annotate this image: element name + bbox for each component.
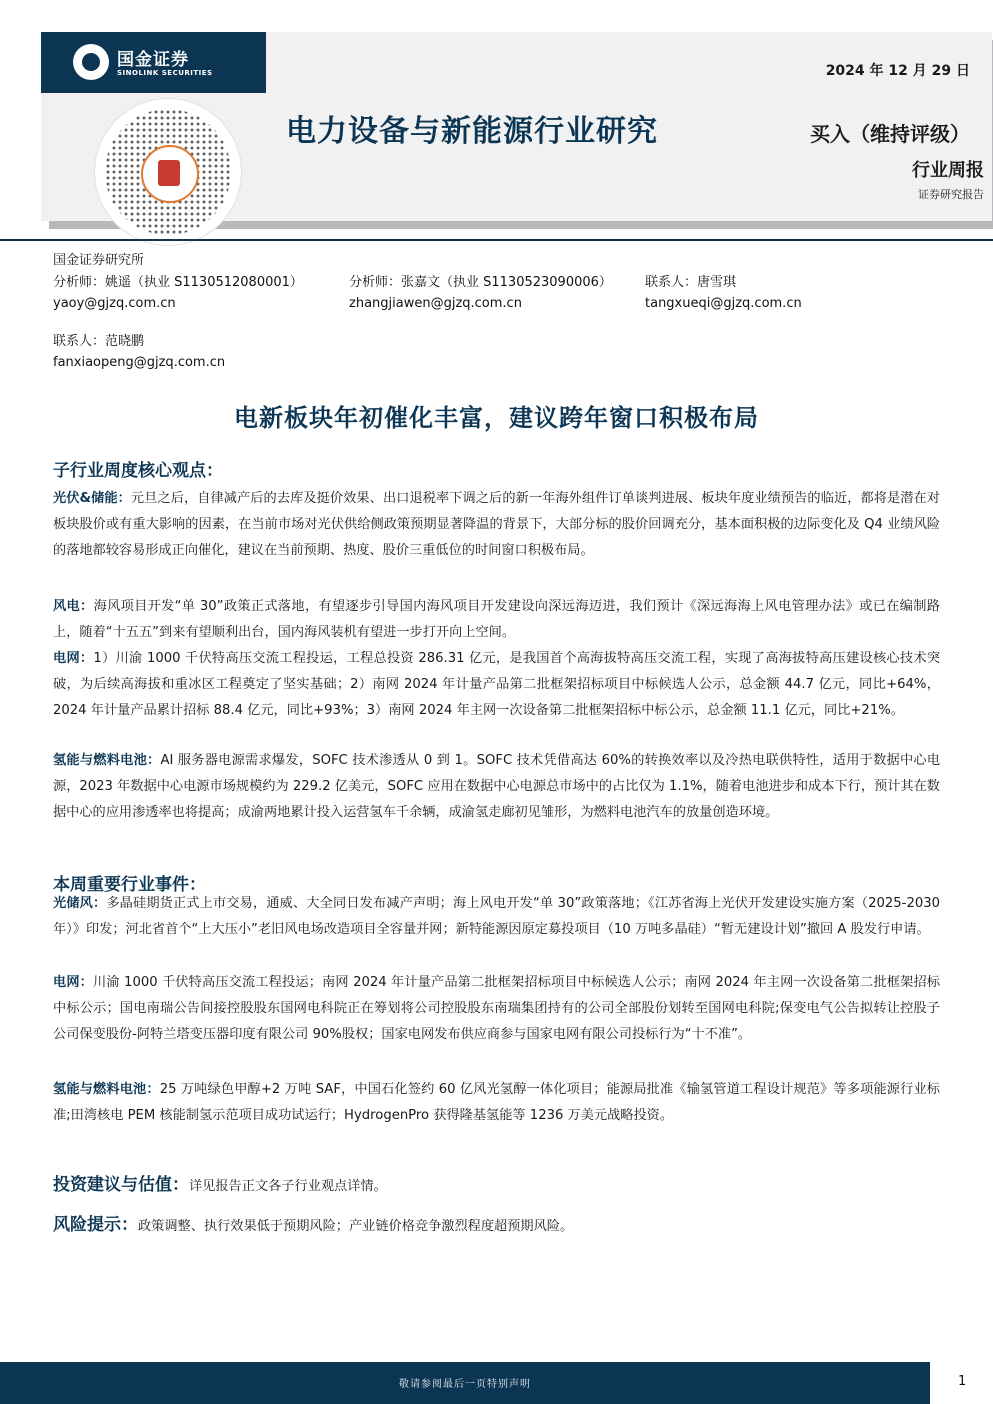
paragraph-text: 川渝 1000 千伏特高压交流工程投运；南网 2024 年计量产品第二批框架招标项目中标候选人公示；南网 2024 年主网一次设备第二批框架招标中标公示；国电南瑞公告间接控股股东国网电科院正在筹划将公司控股股东南瑞集团持有的公司全部股份划转至国网电科院;保变电气公告拟转让控股子公司保变股份-阿特兰塔变压器印度有限公司 90%股权；国家电网发布供应商参与国家电网有限公司投标行为“十不准”。 bbox=[53, 975, 940, 1042]
paragraph-lead: 电网： bbox=[53, 975, 94, 990]
page-number: 1 bbox=[958, 1374, 967, 1389]
paragraph-event-grid bbox=[53, 970, 940, 1048]
contact-label: 联系人：唐雪琪 bbox=[645, 275, 737, 290]
invest-text: 详见报告正文各子行业观点详情。 bbox=[189, 1179, 387, 1194]
paragraph-wind bbox=[53, 594, 940, 646]
paragraph-text: 25 万吨绿色甲醇+2 万吨 SAF，中国石化签约 60 亿风光氢醇一体化项目；能源局批准《输氢管道工程设计规范》等多项能源行业标准;田湾核电 PEM 核能制氢示范项目成功试运行；HydrogenPro 获得隆基氢能等 1236 万美元战略投资。 bbox=[53, 1082, 940, 1123]
paragraph-grid bbox=[53, 646, 940, 724]
paragraph-lead: 氢能与燃料电池： bbox=[53, 753, 161, 768]
brand-name-cn: 国金证券 bbox=[117, 50, 189, 70]
paragraph-event-pv-wind bbox=[53, 891, 940, 943]
header-rule bbox=[0, 239, 993, 241]
paragraph-hydrogen bbox=[53, 748, 940, 826]
report-type: 行业周报 bbox=[912, 160, 984, 181]
section-title-invest: 投资建议与估值： bbox=[53, 1175, 189, 1195]
section-title-core: 子行业周度核心观点： bbox=[53, 461, 223, 481]
paragraph-lead: 氢能与燃料电池： bbox=[53, 1082, 160, 1097]
qr-code-icon[interactable] bbox=[94, 98, 242, 246]
paragraph-lead: 光伏&储能： bbox=[53, 491, 131, 506]
paragraph-text: 多晶硅期货正式上市交易，通威、大全同日发布减产声明；海上风电开发“单 30”政策落地；《江苏省海上光伏开发建设实施方案（2025-2030 年）》印发；河北省首个“上大压小”老旧风电场改造项目全容量并网；新特能源因原定募投项目（10 万吨多晶硅）“暂无建设计划”撤回 A 股发行申请。 bbox=[53, 896, 941, 937]
paragraph-event-hydrogen bbox=[53, 1077, 940, 1129]
report-title: 电力设备与新能源行业研究 bbox=[286, 114, 658, 149]
contact-email[interactable]: tangxueqi@gjzq.com.cn bbox=[645, 296, 802, 311]
risk-text: 政策调整、执行效果低于预期风险；产业链价格竞争激烈程度超预期风险。 bbox=[138, 1219, 574, 1234]
institute-name: 国金证券研究所 bbox=[53, 253, 145, 268]
paragraph-lead: 光储风： bbox=[53, 896, 107, 911]
paragraph-risk bbox=[53, 1212, 940, 1240]
section-title-risk: 风险提示： bbox=[53, 1215, 138, 1235]
rating: 买入（维持评级） bbox=[810, 122, 970, 146]
paragraph-text: 海风项目开发“单 30”政策正式落地，有望逐步引导国内海风项目开发建设向深远海迈进，我们预计《深远海海上风电管理办法》或已在编制路上，随着“十五五”到来有望顺利出台，国内海风装机有望进一步打开向上空间。 bbox=[53, 599, 940, 640]
paragraph-text: 1）川渝 1000 千伏特高压交流工程投运，工程总投资 286.31 亿元，是我国首个高海拔特高压交流工程，实现了高海拔特高压建设核心技术突破，为后续高海拔和重冰区工程奠定了坚实基础；2）南网 2024 年计量产品第二批框架招标项目中标候选人公示，总金额 44.7 亿元，同比+64%，2024 年计量产品累计招标 88.4 亿元，同比+93%；3）南网 2024 年主网一次设备第二批框架招标中标公示，总金额 11.1 亿元，同比+21%。 bbox=[53, 651, 941, 718]
analyst-label: 分析师：姚遥（执业 S1130512080001） bbox=[53, 275, 303, 290]
paragraph-pv-storage bbox=[53, 486, 940, 564]
analyst-label: 分析师：张嘉文（执业 S1130523090006） bbox=[349, 275, 612, 290]
analyst-email[interactable]: zhangjiawen@gjzq.com.cn bbox=[349, 296, 522, 311]
paragraph-text: AI 服务器电源需求爆发，SOFC 技术渗透从 0 到 1。SOFC 技术凭借高达 60%的转换效率以及冷热电联供特性，适用于数据中心电源，2023 年数据中心电源市场规模约为 229.2 亿美元，SOFC 应用在数据中心电源总市场中的占比仅为 1.1%，随着电池进步和成本下行，预计其在数据中心的应用渗透率也将提高；成渝两地累计投入运营氢车千余辆，成渝氢走廊初见雏形，为燃料电池汽车的放量创造环境。 bbox=[53, 753, 941, 820]
contact-email[interactable]: fanxiaopeng@gjzq.com.cn bbox=[53, 355, 226, 370]
report-header bbox=[41, 32, 992, 221]
contact-label: 联系人：范晓鹏 bbox=[53, 334, 145, 349]
brand-logo bbox=[41, 32, 266, 93]
report-date: 2024 年 12 月 29 日 bbox=[825, 63, 970, 79]
sinolink-logo-icon bbox=[73, 44, 109, 80]
paragraph-lead: 风电： bbox=[53, 599, 94, 614]
paragraph-lead: 电网： bbox=[53, 651, 94, 666]
analyst-email[interactable]: yaoy@gjzq.com.cn bbox=[53, 296, 176, 311]
paragraph-text: 元旦之后，自律减产后的去库及挺价效果、出口退税率下调之后的新一年海外组件订单谈判进展、板块年度业绩预告的临近，都将是潜在对板块股价或有重大影响的因素，在当前市场对光伏供给侧政策预期显著降温的背景下，大部分标的股价回调充分，基本面积极的边际变化及 Q4 业绩风险的落地都较容易形成正向催化，建议在当前预期、热度、股价三重低位的时间窗口积极布局。 bbox=[53, 491, 940, 558]
paragraph-invest bbox=[53, 1172, 940, 1200]
report-headline: 电新板块年初催化丰富，建议跨年窗口积极布局 bbox=[234, 404, 759, 432]
section-title-events: 本周重要行业事件： bbox=[53, 875, 206, 895]
report-subtype: 证券研究报告 bbox=[918, 188, 984, 201]
brand-name-en: SINOLINK SECURITIES bbox=[117, 69, 213, 77]
qr-center-logo bbox=[141, 145, 199, 203]
footer-disclaimer[interactable]: 敬请参阅最后一页特别声明 bbox=[399, 1379, 531, 1390]
